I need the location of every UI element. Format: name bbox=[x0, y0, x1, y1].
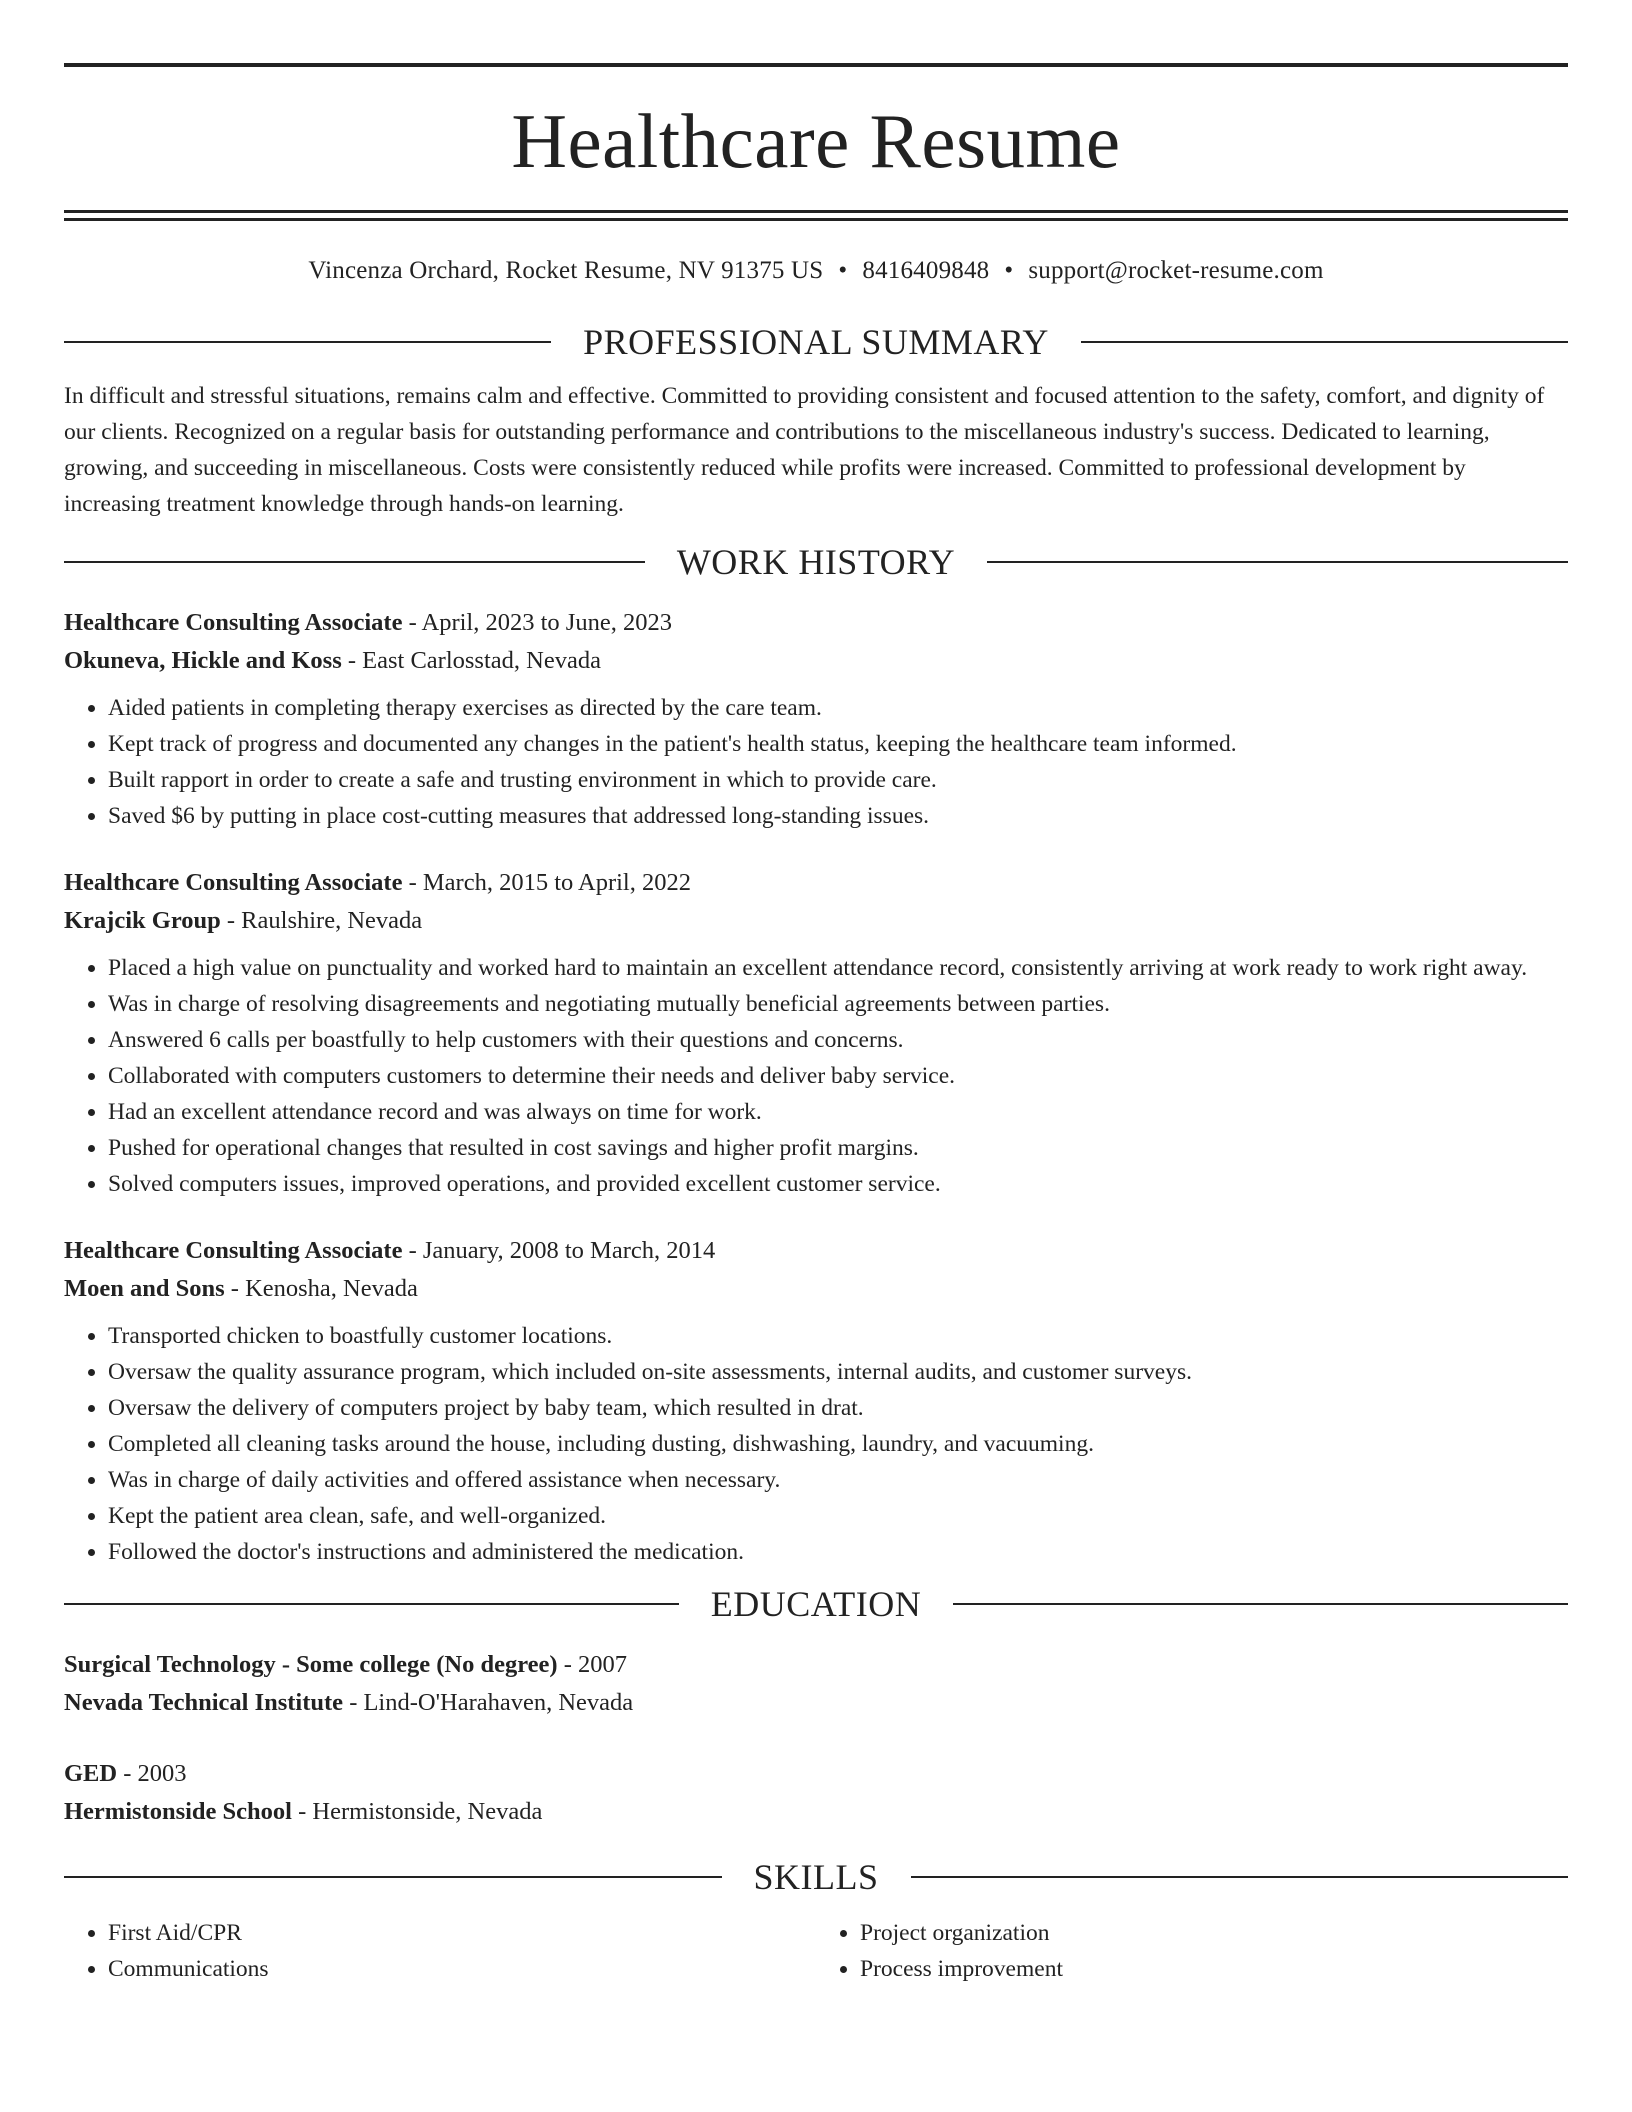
job-entry bbox=[64, 604, 1568, 834]
job-company-line bbox=[64, 902, 1568, 940]
section-header-work bbox=[64, 542, 1568, 582]
education-year: - 2003 bbox=[117, 1760, 187, 1787]
list-item: • Kept the patient area clean, safe, and well-organized. bbox=[108, 1498, 1568, 1534]
job-company: Moen and Sons bbox=[64, 1275, 225, 1302]
section-rule-left bbox=[64, 561, 645, 563]
job-title-line bbox=[64, 604, 1568, 642]
section-title-work: WORK HISTORY bbox=[676, 542, 956, 582]
job-title: Healthcare Consulting Associate bbox=[64, 1237, 403, 1264]
contact-phone: 8416409848 bbox=[862, 257, 990, 284]
section-rule-right bbox=[1081, 341, 1568, 343]
skills-column-left bbox=[64, 1915, 816, 1987]
page-title: Healthcare Resume bbox=[511, 98, 1121, 184]
job-company: Krajcik Group bbox=[64, 907, 221, 934]
list-item: • Was in charge of resolving disagreements and negotiating mutually beneficial agreements between parties. bbox=[108, 986, 1568, 1022]
contact-separator: • bbox=[1004, 257, 1014, 284]
skill-item: • Communications bbox=[108, 1951, 816, 1987]
list-item: • Placed a high value on punctuality and worked hard to maintain an excellent attendance record, consistently arriving at work ready to work right away. bbox=[108, 950, 1568, 986]
contact-separator: • bbox=[838, 257, 848, 284]
section-header-skills bbox=[64, 1857, 1568, 1897]
job-bullets bbox=[64, 950, 1568, 1202]
education-year: - 2007 bbox=[557, 1651, 627, 1678]
education-school-line bbox=[64, 1793, 1568, 1831]
resume-page bbox=[64, 0, 1568, 1987]
section-title-skills: SKILLS bbox=[753, 1857, 879, 1897]
list-item: • Completed all cleaning tasks around the house, including dusting, dishwashing, laundry, and vacuuming. bbox=[108, 1426, 1568, 1462]
section-header-summary bbox=[64, 322, 1568, 362]
job-entry bbox=[64, 1232, 1568, 1570]
job-title-line bbox=[64, 1232, 1568, 1270]
education-location: - Hermistonside, Nevada bbox=[292, 1798, 543, 1825]
contact-line bbox=[64, 256, 1568, 286]
job-dates: - April, 2023 to June, 2023 bbox=[402, 609, 672, 636]
skills-column-right bbox=[816, 1915, 1568, 1987]
list-item: • Saved $6 by putting in place cost-cutting measures that addressed long-standing issues. bbox=[108, 798, 1568, 834]
contact-email: support@rocket-resume.com bbox=[1028, 257, 1324, 284]
job-dates: - March, 2015 to April, 2022 bbox=[402, 869, 691, 896]
job-title-line bbox=[64, 864, 1568, 902]
top-rule bbox=[64, 63, 1568, 67]
skill-item: • Project organization bbox=[860, 1915, 1568, 1951]
job-location: - Kenosha, Nevada bbox=[224, 1275, 418, 1302]
job-company: Okuneva, Hickle and Koss bbox=[64, 647, 342, 674]
list-item: • Kept track of progress and documented any changes in the patient's health status, keeping the healthcare team informed. bbox=[108, 726, 1568, 762]
education-entry bbox=[64, 1646, 1568, 1722]
education-degree-line bbox=[64, 1646, 1568, 1684]
list-item: • Transported chicken to boastfully customer locations. bbox=[108, 1318, 1568, 1354]
summary-text: In difficult and stressful situations, remains calm and effective. Committed to providing consistent and focused attention to the safety, comfort, and dignity of our clients. Recognized on a regular basis for outstanding performance and contributions to the miscellaneous industry's success. Dedicated to learning, growing, and succeeding in miscellaneous. Costs were consistently reduced while profits were increased. Committed to professional development by increasing treatment knowledge through hands-on learning. bbox=[64, 383, 1545, 517]
skill-item: • First Aid/CPR bbox=[108, 1915, 816, 1951]
list-item: • Oversaw the delivery of computers project by baby team, which resulted in drat. bbox=[108, 1390, 1568, 1426]
education-degree: Surgical Technology - Some college (No degree) bbox=[64, 1651, 558, 1678]
job-bullets bbox=[64, 690, 1568, 834]
skills-list bbox=[64, 1915, 1568, 1987]
list-item: • Built rapport in order to create a safe and trusting environment in which to provide care. bbox=[108, 762, 1568, 798]
section-rule-left bbox=[64, 1876, 722, 1878]
education-degree-line bbox=[64, 1755, 1568, 1793]
list-item: • Had an excellent attendance record and was always on time for work. bbox=[108, 1094, 1568, 1130]
section-rule-right bbox=[953, 1603, 1568, 1605]
job-company-line bbox=[64, 642, 1568, 680]
education-school: Nevada Technical Institute bbox=[64, 1689, 344, 1716]
contact-address: Vincenza Orchard, Rocket Resume, NV 91375 US bbox=[308, 257, 824, 284]
section-rule-right bbox=[987, 561, 1568, 563]
list-item: • Followed the doctor's instructions and administered the medication. bbox=[108, 1534, 1568, 1570]
job-bullets bbox=[64, 1318, 1568, 1570]
section-header-education bbox=[64, 1584, 1568, 1624]
job-location: - Raulshire, Nevada bbox=[220, 907, 423, 934]
section-rule-right bbox=[911, 1876, 1569, 1878]
list-item: • Solved computers issues, improved operations, and provided excellent customer service. bbox=[108, 1166, 1568, 1202]
section-rule-left bbox=[64, 1603, 679, 1605]
education-entry bbox=[64, 1755, 1568, 1831]
list-item: • Was in charge of daily activities and offered assistance when necessary. bbox=[108, 1462, 1568, 1498]
section-title-summary: PROFESSIONAL SUMMARY bbox=[583, 322, 1049, 362]
education-degree: GED bbox=[64, 1760, 118, 1787]
section-title-education: EDUCATION bbox=[710, 1584, 922, 1624]
job-entry bbox=[64, 864, 1568, 1202]
list-item: • Oversaw the quality assurance program, which included on-site assessments, internal audits, and customer surveys. bbox=[108, 1354, 1568, 1390]
job-dates: - January, 2008 to March, 2014 bbox=[402, 1237, 716, 1264]
list-item: • Aided patients in completing therapy exercises as directed by the care team. bbox=[108, 690, 1568, 726]
job-title: Healthcare Consulting Associate bbox=[64, 609, 403, 636]
title-double-rule bbox=[64, 210, 1568, 221]
job-company-line bbox=[64, 1270, 1568, 1308]
job-location: - East Carlosstad, Nevada bbox=[341, 647, 601, 674]
list-item: • Pushed for operational changes that resulted in cost savings and higher profit margins. bbox=[108, 1130, 1568, 1166]
education-school-line bbox=[64, 1684, 1568, 1722]
list-item: • Collaborated with computers customers to determine their needs and deliver baby service. bbox=[108, 1058, 1568, 1094]
education-location: - Lind-O'Harahaven, Nevada bbox=[343, 1689, 634, 1716]
section-rule-left bbox=[64, 341, 551, 343]
job-title: Healthcare Consulting Associate bbox=[64, 869, 403, 896]
education-school: Hermistonside School bbox=[64, 1798, 292, 1825]
list-item: • Answered 6 calls per boastfully to help customers with their questions and concerns. bbox=[108, 1022, 1568, 1058]
skill-item: • Process improvement bbox=[860, 1951, 1568, 1987]
